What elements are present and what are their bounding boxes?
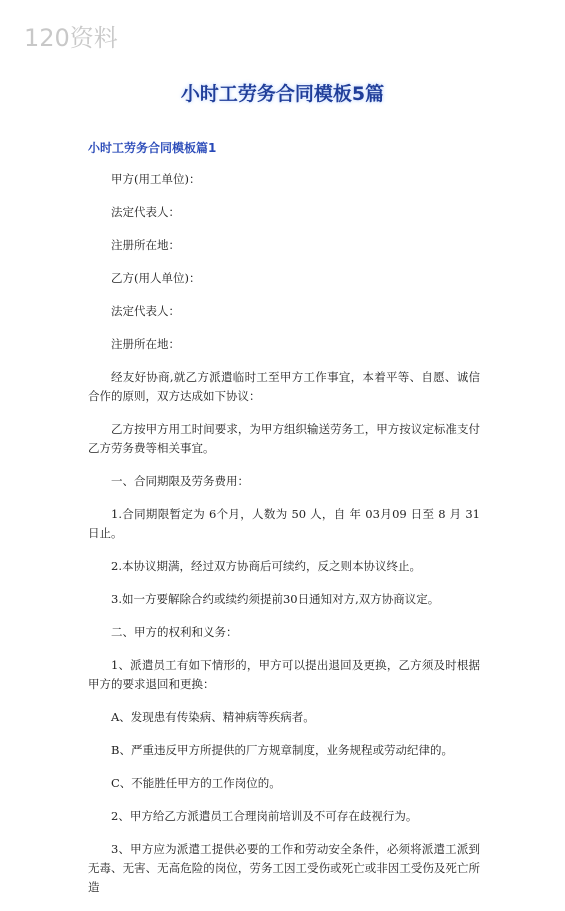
clause-heading-party-a-rights: 二、甲方的权利和义务： [111,625,238,639]
party-b-line: 乙方(用人单位)： [111,271,201,285]
document-title: 小时工劳务合同模板5篇 [180,83,385,105]
party-a-representative-line: 法定代表人： [111,205,180,219]
agreement-purpose-paragraph: 乙方按甲方用工时间要求，为甲方组织输送劳务工，甲方按议定标准支付乙方劳务费等相关事宜。 [88,422,480,455]
clause-worker-return: 1、派遣员工有如下情形的，甲方可以提出退回及更换，乙方须及时根据甲方的要求退回和更换： [88,658,480,691]
clause-item-a: A、发现患有传染病、精神病等疾病者。 [111,710,315,724]
clause-heading-term-and-fees: 一、合同期限及劳务费用： [111,474,249,488]
clause-term-duration: 1.合同期限暂定为 6个月，人数为 50 人，自 年 03月09 日至 8 月 31 日止。 [88,507,480,540]
clause-term-renewal: 2.本协议期满，经过双方协商后可续约，反之则本协议终止。 [111,559,421,573]
clause-training: 2、甲方给乙方派遣员工合理岗前培训及不可存在歧视行为。 [111,809,418,823]
party-a-line: 甲方(用工单位)： [111,172,201,186]
watermark: 120资料 [24,24,118,52]
clause-term-termination: 3.如一方要解除合约或续约须提前30日通知对方,双方协商议定。 [111,592,440,606]
clause-item-b: B、严重违反甲方所提供的厂方规章制度，业务规程或劳动纪律的。 [111,743,453,757]
party-b-address-line: 注册所在地： [111,337,180,351]
clause-item-c: C、不能胜任甲方的工作岗位的。 [111,776,281,790]
clause-safety-conditions: 3、甲方应为派遣工提供必要的工作和劳动安全条件，必须将派遣工派到无毒、无害、无高危险的岗位，劳务工因工受伤或死亡或非因工受伤及死亡所造 [88,842,480,894]
agreement-intro-paragraph: 经友好协商,就乙方派遣临时工至甲方工作事宜，本着平等、自愿、诚信合作的原则，双方达成如下协议： [88,370,480,403]
section-heading: 小时工劳务合同模板篇1 [88,141,217,155]
party-a-address-line: 注册所在地： [111,238,180,252]
party-b-representative-line: 法定代表人： [111,304,180,318]
